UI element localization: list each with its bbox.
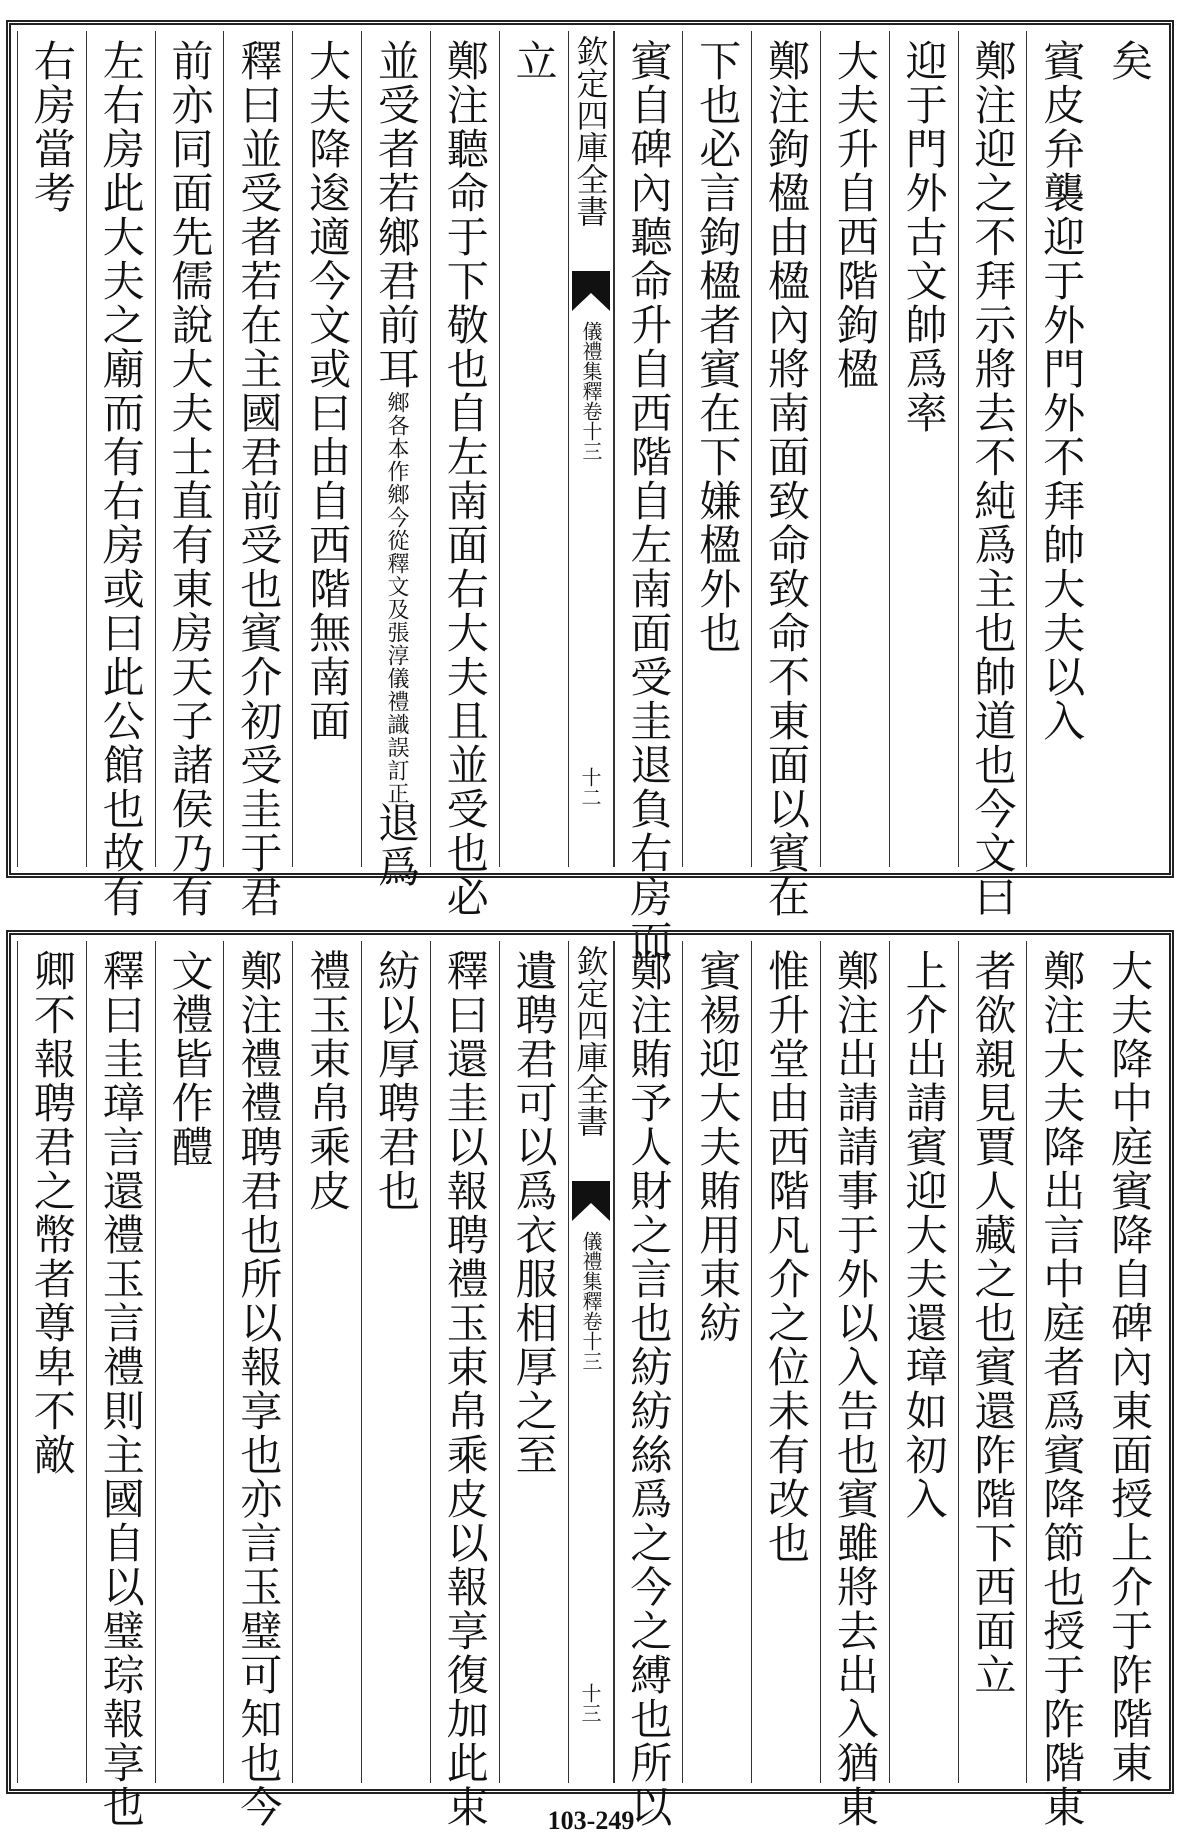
- leaf-number: 十三: [578, 1683, 602, 1723]
- text-column: 鄭注大夫降出言中庭者爲賓降節也授于阼階東: [1026, 941, 1095, 1783]
- text-column: 鄭注迎之不拜示將去不純爲主也帥道也今文曰: [958, 31, 1027, 867]
- text-column: 賓皮弁襲迎于外門外不拜帥大夫以入: [1026, 31, 1095, 867]
- text-column: 下也必言鉤楹者賓在下嫌楹外也: [682, 31, 751, 867]
- text-column: 釋曰還圭以報聘禮玉束帛乘皮以報享復加此束: [430, 941, 499, 1783]
- book-title: 儀禮集釋卷十三: [579, 1231, 603, 1371]
- book-title: 儀禮集釋卷十三: [579, 321, 603, 461]
- top-page: [6, 20, 1174, 963]
- center-fold: [568, 941, 614, 1783]
- leaf-number: 十二: [578, 767, 602, 807]
- text-column: 鄭注鉤楹由楹內將南面致命致命不東面以賓在: [751, 31, 820, 867]
- text-column: 釋曰並受者若在主國君前受也賓介初受圭于君: [223, 31, 292, 867]
- text-column: 迎于門外古文帥爲率: [889, 31, 958, 867]
- text-column: 紡以厚聘君也: [361, 941, 430, 1783]
- text-column: 釋曰圭璋言還禮玉言禮則主國自以璧琮報享也: [86, 941, 155, 1783]
- text-column: 大夫降逡適今文或曰由自西階無南面: [292, 31, 361, 867]
- page-number: 103-249: [547, 1806, 635, 1835]
- annotation-note: 鄉各本作鄉今從釋文及張淳儀禮識誤訂正: [383, 391, 409, 805]
- text-column: 並受者若鄉君前耳 鄉各本作鄉今從釋文及張淳儀禮識誤訂正 退爲: [361, 31, 430, 867]
- text-column: 前亦同面先儒說大夫士直有東房天子諸侯乃有: [155, 31, 224, 867]
- text-column: 賓裼迎大夫賄用束紡: [682, 941, 751, 1783]
- text-column: 遺聘君可以爲衣服相厚之至: [499, 941, 568, 1783]
- text-column: 卿不報聘君之幣者尊卑不敵: [17, 941, 86, 1783]
- text-column: 文禮皆作醴: [155, 941, 224, 1783]
- text-column: 左右房此大夫之廟而有右房或曰此公館也故有: [86, 31, 155, 867]
- text-column: 上介出請賓迎大夫還璋如初入: [889, 941, 958, 1783]
- text-column: 鄭注出請請事于外以入告也賓雖將去出入猶東: [820, 941, 889, 1783]
- text-column: 大夫降中庭賓降自碑內東面授上介于阼階東: [1105, 949, 1155, 1785]
- text-column: 禮玉束帛乘皮: [292, 941, 361, 1783]
- text-column: 惟升堂由西階凡介之位未有改也: [751, 941, 820, 1783]
- library-title: 欽定四庫全書: [571, 945, 610, 1137]
- fish-tail-mark-icon: [572, 271, 610, 311]
- text-column: 鄭注聽命于下敬也自左南面右大夫且並受也必: [430, 31, 499, 867]
- text-column: 鄭注賄予人財之言也紡紡絲爲之今之縛也所以: [614, 941, 683, 1783]
- text-column: 右房當考: [17, 31, 86, 867]
- text-column: 鄭注禮禮聘君也所以報享也亦言玉璧可知也今: [223, 941, 292, 1783]
- text-column: 矣: [1105, 39, 1155, 83]
- text-column: 大夫升自西階鉤楹: [820, 31, 889, 867]
- center-fold: [568, 31, 614, 867]
- text-column: 賓自碑內聽命升自西階自左南面受圭退負右房而: [614, 31, 683, 867]
- fish-tail-mark-icon: [572, 1181, 610, 1221]
- library-title: 欽定四庫全書: [571, 35, 610, 227]
- text-column: 者欲親見賈人藏之也賓還阼階下西面立: [958, 941, 1027, 1783]
- text-column: 立: [499, 31, 568, 867]
